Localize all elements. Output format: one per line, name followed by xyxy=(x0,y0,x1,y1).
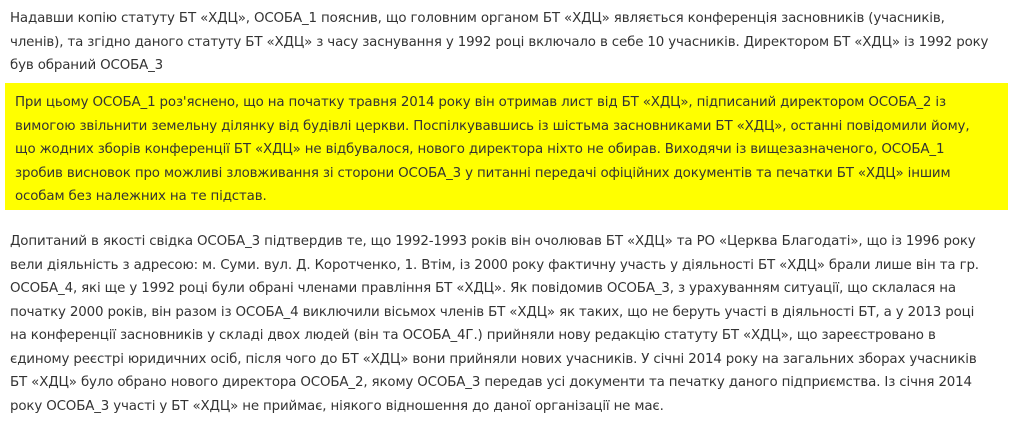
text-line: що жодних зборів конференції БТ «ХДЦ» не відбувалося, нового директора ніхто не обирав. Виходячи із вищезазначеного, ОСОБА_1 xyxy=(15,142,945,157)
text-line: особам без належних на те підстав. xyxy=(15,189,267,204)
paragraph-3 xyxy=(10,230,1010,418)
text-line: єдиному реєстрі юридичних осіб, після чого до БТ «ХДЦ» вони прийняли нових учасників. У січні 2014 року на загальних зборах учасників xyxy=(10,351,977,367)
paragraph-2-highlighted xyxy=(15,91,1015,209)
text-line: початку 2000 років, він разом із ОСОБА_4 виключили вісьмох членів БТ «ХДЦ» як таких, що не беруть участі в діяльності БТ, а у 2013 році xyxy=(10,304,975,320)
paragraph-1 xyxy=(10,7,1010,78)
text-line: зробив висновок про можливі зловживання зі сторони ОСОБА_3 у питанні передачі офіційних документів та печатки БТ «ХДЦ» іншим xyxy=(15,165,951,181)
text-line: був обраний ОСОБА_3 xyxy=(10,58,164,73)
text-line: року ОСОБА_3 участі у БТ «ХДЦ» не приймає, ніякого відношення до даної організації не має. xyxy=(10,398,664,414)
text-line: При цьому ОСОБА_1 роз'яснено, що на початку травня 2014 року він отримав лист від БТ «ХДЦ», підписаний директором ОСОБА_2 із xyxy=(15,95,946,110)
text-line: БТ «ХДЦ» було обрано нового директора ОСОБА_2, якому ОСОБА_3 передав усі документи та печатку даного підприємства. Із січня 2014 xyxy=(10,375,972,390)
text-line: на конференції засновників у складі двох людей (він та ОСОБА_4Г.) прийняли нову редакцію статуту БТ «ХДЦ», що зареєстровано в xyxy=(10,328,936,343)
text-line: ОСОБА_4, які ще у 1992 році були обрані членами правління БТ «ХДЦ». Як повідомив ОСОБА_3, з урахуванням ситуації, що склалася на xyxy=(10,281,956,296)
text-line: вели діяльність з адресою: м. Суми. вул. Д. Коротченко, 1. Втім, із 2000 року фактичну участь у діяльності БТ «ХДЦ» брали лише він та гр. xyxy=(10,257,979,273)
text-line: вимогою звільнити земельну ділянку від будівлі церкви. Поспілкувавшись із шістьма засновниками БТ «ХДЦ», останні повідомили йому, xyxy=(15,118,970,134)
text-line: Допитаний в якості свідка ОСОБА_3 підтвердив те, що 1992-1993 років він очолював БТ «ХДЦ» та РО «Церква Благодаті», що із 1996 року xyxy=(10,234,976,249)
text-line: членів), та згідно даного статуту БТ «ХДЦ» з часу заснування у 1992 році включало в себе 10 учасників. Директором БТ «ХДЦ» із 1992 року xyxy=(10,34,989,50)
text-line: Надавши копію статуту БТ «ХДЦ», ОСОБА_1 пояснив, що головним органом БТ «ХДЦ» являється конференція засновників (учасників, xyxy=(10,11,945,26)
